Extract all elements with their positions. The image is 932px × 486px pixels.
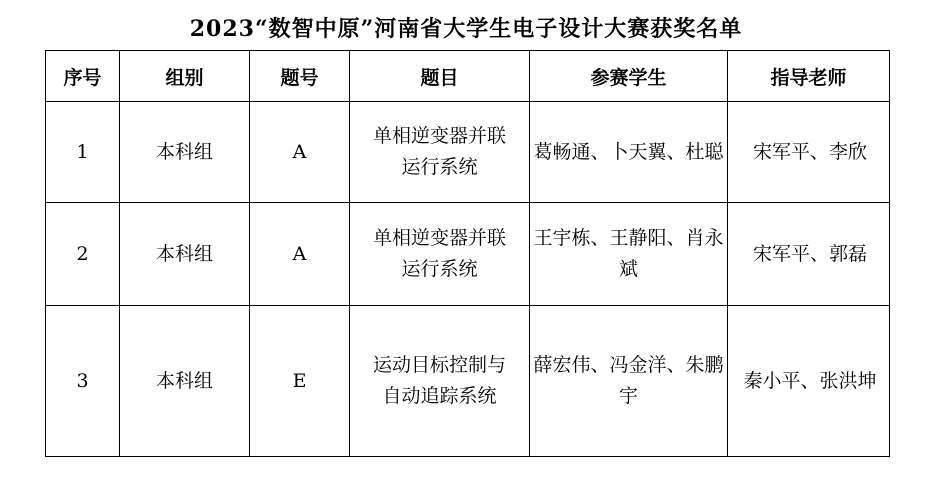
cell-advisors	[728, 306, 890, 457]
header-advisors: 指导老师	[728, 51, 890, 102]
cell-group: 本科组	[120, 306, 250, 457]
table-row	[46, 306, 890, 457]
topic-text: 单相逆变器并联运行系统	[372, 227, 506, 280]
cell-problem-id: E	[250, 306, 350, 457]
table-row	[46, 203, 890, 306]
students-text: 王宇栋、王静阳、肖永斌	[533, 227, 724, 280]
cell-advisors	[728, 102, 890, 203]
topic-text: 运动目标控制与自动追踪系统	[372, 354, 506, 407]
cell-group: 本科组	[120, 102, 250, 203]
header-topic: 题目	[350, 51, 530, 102]
cell-students	[530, 102, 728, 203]
header-seq: 序号	[46, 51, 120, 102]
cell-topic	[350, 102, 530, 203]
cell-problem-id: A	[250, 102, 350, 203]
cell-topic	[350, 203, 530, 306]
header-group: 组别	[120, 51, 250, 102]
cell-group: 本科组	[120, 203, 250, 306]
topic-text: 单相逆变器并联运行系统	[372, 125, 506, 178]
cell-seq: 3	[46, 306, 120, 457]
table-header-row	[46, 51, 890, 102]
cell-students	[530, 203, 728, 306]
award-table	[45, 50, 890, 457]
students-text: 薛宏伟、冯金洋、朱鹏宇	[533, 354, 724, 407]
header-students: 参赛学生	[530, 51, 728, 102]
document-title: 2023“数智中原”河南省大学生电子设计大赛获奖名单	[189, 16, 743, 42]
cell-seq: 2	[46, 203, 120, 306]
header-problem-id: 题号	[250, 51, 350, 102]
students-text: 葛畅通、卜天翼、杜聪	[533, 140, 724, 163]
cell-topic	[350, 306, 530, 457]
cell-seq: 1	[46, 102, 120, 203]
cell-students	[530, 306, 728, 457]
cell-advisors	[728, 203, 890, 306]
table-row	[46, 102, 890, 203]
advisors-text: 秦小平、张洪坤	[743, 369, 877, 392]
cell-problem-id: A	[250, 203, 350, 306]
advisors-text: 宋军平、李欣	[752, 140, 867, 163]
advisors-text: 宋军平、郭磊	[752, 242, 867, 265]
